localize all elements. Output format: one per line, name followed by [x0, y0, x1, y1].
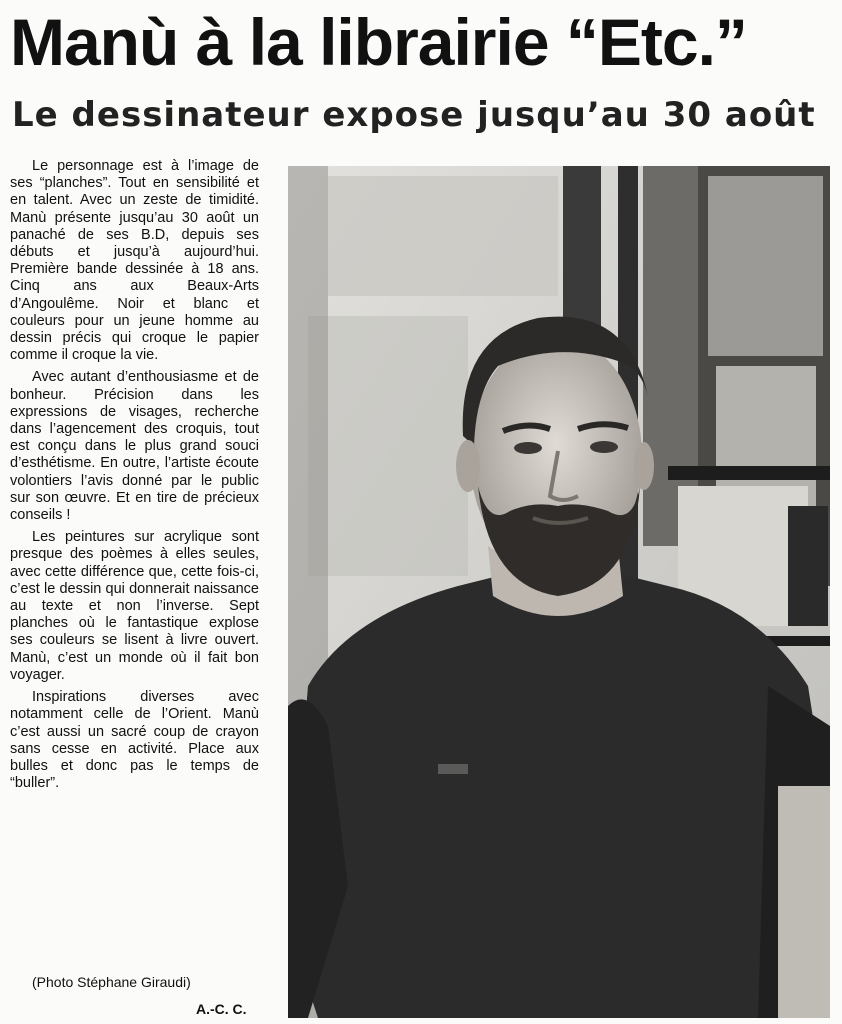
article-paragraph-2: Avec autant d’enthousiasme et de bonheur. Précision dans les expressions de visages, recherche dans l’agencement des croquis, tout est conçu dans le plus grand souci d’esthétisme. En outre, l’artiste écoute volontiers l’avis donné par le public sur son œuvre. Et en tire de précieux conseils !	[10, 369, 259, 524]
article-paragraph-3: Les peintures sur acrylique sont presque des poèmes à elles seules, avec cette différence que, cette fois-ci, c’est le dessin qui donnerait naissance au texte et non l’inverse. Sept planches où le fantastique explose ses couleurs se lisent à livre ouvert. Manù, c’est un monde où il fait bon voyager.	[10, 529, 259, 683]
article-body	[10, 158, 259, 797]
portrait-photo-image	[288, 166, 830, 1018]
headline: Manù à la librairie “Etc.”	[10, 5, 747, 79]
subheadline: Le dessinateur expose jusqu’au 30 août	[12, 95, 816, 135]
article-paragraph-1: Le personnage est à l’image de ses “planches”. Tout en sensibilité et en talent. Avec un zeste de timidité. Manù présente jusqu’au 30 août un panaché de ses B.D, depuis ses débuts et jusqu’à aujourd’hui. Première bande dessinée à 18 ans. Cinq ans aux Beaux-Arts d’Angoulême. Noir et blanc et couleurs pour un jeune homme au dessin précis qui croque le papier comme il croque la vie.	[10, 158, 259, 364]
article-paragraph-4: Inspirations diverses avec notamment celle de l’Orient. Manù c’est aussi un sacré coup de crayon sans cesse en activité. Place aux bulles et donc pas le temps de “buller”.	[10, 689, 259, 792]
photo-credit: (Photo Stéphane Giraudi)	[32, 974, 191, 990]
author-signature: A.-C. C.	[196, 1001, 247, 1017]
portrait-photo	[288, 166, 830, 1018]
